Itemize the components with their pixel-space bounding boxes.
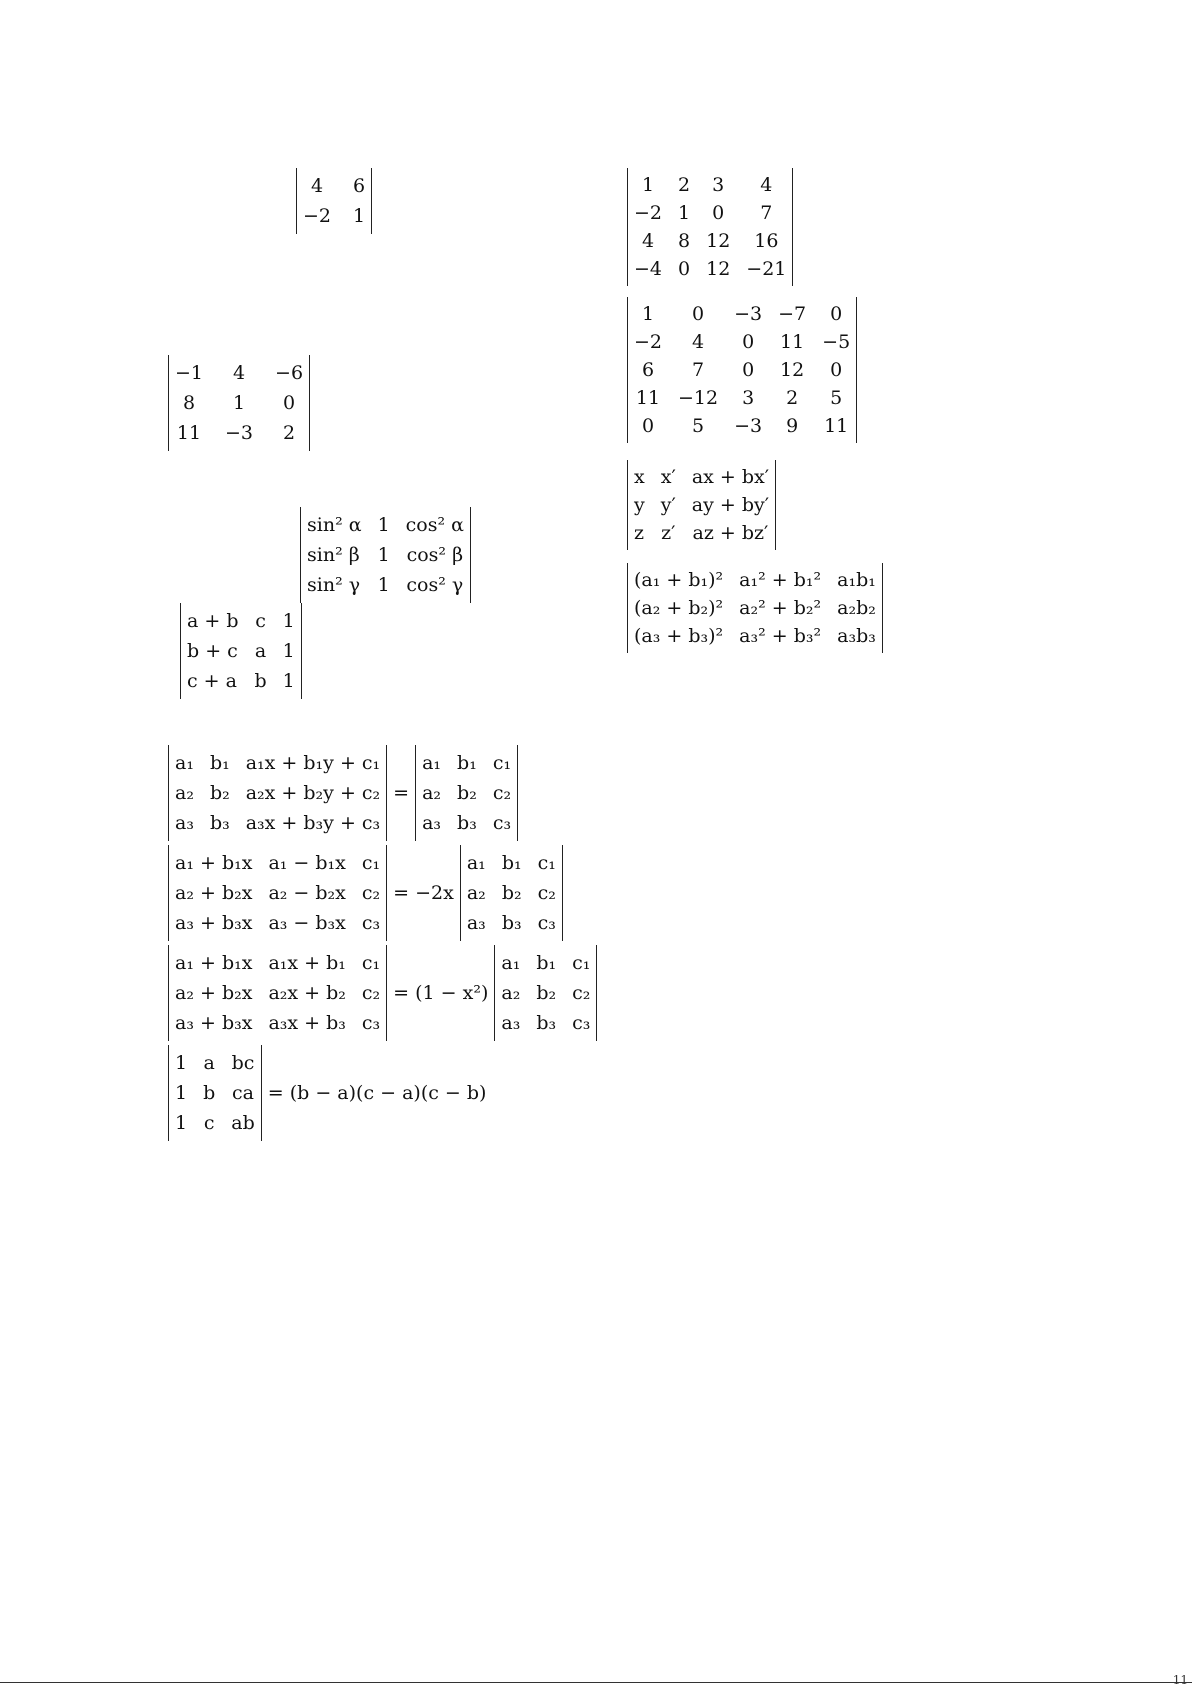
matrix-cell: bc [231,1052,255,1074]
matrix-cell: a + b [187,610,239,632]
equation-2 [168,845,563,941]
matrix-cell: c₂ [361,982,381,1004]
matrix-cell: b₁ [501,852,522,874]
matrix-cell: 0 [742,331,755,353]
matrix-cell: c₃ [361,1012,381,1034]
matrix-cell: 0 [692,303,705,325]
matrix-cell: c₁ [361,952,381,974]
matrix-cell: 1 [282,670,295,692]
matrix-cell: b₁ [457,752,477,774]
equation-1-lhs [168,745,387,841]
determinant-xyz [627,460,776,550]
matrix-cell: (a₁ + b₁)² [634,569,724,591]
equation-2-operator: = −2x [393,882,454,904]
matrix-cell: a₁ + b₁x [175,952,253,974]
matrix-cell: b₂ [457,782,477,804]
matrix-cell: 8 [182,392,196,414]
matrix-cell: a₂ + b₂x [175,982,253,1004]
determinant-4x4 [627,168,793,286]
matrix-cell: a₃x + b₃y + c₃ [245,812,381,834]
matrix-cell: 11 [824,415,849,437]
matrix-cell: 4 [641,230,655,252]
matrix-cell: −2 [634,202,663,224]
matrix-cell: z [634,522,645,544]
equation-3-operator: = (1 − x²) [393,982,489,1004]
matrix-cell: az + bz′ [692,522,769,544]
matrix-cell: a₂ [175,782,194,804]
matrix-cell: a₁ [501,952,521,974]
matrix-cell: a [254,640,267,662]
matrix-cell: cos² β [406,544,464,566]
matrix-cell: 11 [176,422,202,444]
matrix-cell: 6 [353,175,366,197]
matrix-cell: a₃b₃ [837,625,876,647]
determinant-squares [627,563,883,653]
matrix-cell: c₁ [537,852,556,874]
matrix-cell: −3 [734,415,763,437]
matrix-cell: 5 [692,415,705,437]
matrix-cell: a₃ − b₃x [268,912,346,934]
matrix-cell: 4 [232,362,246,384]
matrix-cell: −2 [634,331,663,353]
matrix-cell: c₂ [361,882,381,904]
matrix-cell: 0 [830,359,843,381]
matrix-cell: −12 [678,387,719,409]
matrix-cell: (a₂ + b₂)² [634,597,724,619]
matrix-cell: a₂b₂ [837,597,876,619]
matrix-cell: a₂x + b₂y + c₂ [245,782,381,804]
matrix-cell: 6 [641,359,655,381]
matrix-cell: c + a [187,670,237,692]
matrix-cell: 1 [377,514,390,536]
matrix-cell: 1 [641,174,655,196]
matrix-cell: c₁ [492,752,512,774]
matrix-cell: 5 [830,387,843,409]
matrix-cell: 3 [712,174,725,196]
matrix-cell: ay + by′ [691,494,770,516]
equation-2-lhs [168,845,387,941]
matrix-cell: b₁ [536,952,557,974]
matrix-cell: 16 [754,230,779,252]
matrix-cell: 4 [692,331,705,353]
matrix-cell: a₃x + b₃ [268,1012,346,1034]
matrix-cell: a₃ [466,912,486,934]
matrix-cell: 1 [353,205,366,227]
matrix-cell: c₁ [572,952,591,974]
matrix-cell: −21 [746,258,787,280]
matrix-cell: b₂ [501,882,522,904]
matrix-cell: a₂x + b₂ [268,982,346,1004]
determinant-abc [180,603,302,699]
matrix-cell: c₂ [492,782,512,804]
matrix-cell: c [203,1112,215,1134]
matrix-cell: c₃ [537,912,556,934]
matrix-cell: 1 [282,640,295,662]
matrix-cell: 12 [706,258,731,280]
matrix-cell: a₂ [466,882,486,904]
matrix-cell: 0 [742,359,755,381]
matrix-cell: 1 [175,1052,188,1074]
matrix-cell: 1 [232,392,246,414]
matrix-cell: cos² γ [406,574,464,596]
equation-3-rhs [494,945,597,1041]
matrix-cell: c₃ [361,912,381,934]
matrix-cell: a₂ [422,782,442,804]
matrix-cell: sin² γ [307,574,361,596]
matrix-cell: a₁ [422,752,442,774]
matrix-cell: ca [232,1082,254,1104]
matrix-cell: x′ [660,466,676,488]
matrix-cell: a₁ [175,752,194,774]
matrix-cell: c₂ [537,882,556,904]
matrix-cell: b₁ [209,752,230,774]
matrix-cell: −3 [225,422,254,444]
footer-rule [0,1682,1192,1683]
matrix-cell: a₂ [501,982,521,1004]
matrix-cell: a₃ [422,812,442,834]
matrix-cell: b [254,670,267,692]
matrix-cell: 1 [175,1082,188,1104]
matrix-cell: 2 [678,174,691,196]
matrix-cell: ab [231,1112,255,1134]
matrix-cell: 2 [282,422,296,444]
matrix-cell: 0 [282,392,296,414]
matrix-cell: a₃ [501,1012,521,1034]
matrix-cell: sin² α [307,514,362,536]
matrix-cell: 1 [377,574,390,596]
matrix-cell: ax + bx′ [691,466,770,488]
matrix-cell: a₁ [466,852,486,874]
determinant-trig [300,507,471,603]
matrix-cell: 11 [780,331,805,353]
matrix-cell: a₁ + b₁x [175,852,253,874]
matrix-cell: 1 [175,1112,188,1134]
matrix-cell: b₃ [501,912,522,934]
matrix-cell: 0 [678,258,691,280]
determinant-5x5 [627,297,857,443]
equation-3-lhs [168,945,387,1041]
matrix-cell: 4 [310,175,324,197]
matrix-cell: −2 [303,205,332,227]
matrix-cell: 1 [641,303,655,325]
matrix-cell: 8 [678,230,691,252]
matrix-cell: −6 [275,362,304,384]
matrix-cell: b + c [187,640,238,662]
equation-1 [168,745,518,841]
matrix-cell: −7 [778,303,807,325]
matrix-cell: a₂² + b₂² [739,597,822,619]
matrix-cell: −3 [734,303,763,325]
page-number: 11 [1172,1673,1188,1687]
matrix-cell: b₂ [209,782,230,804]
matrix-cell: a₃ [175,812,194,834]
matrix-cell: a₃ + b₃x [175,1012,253,1034]
matrix-cell: −4 [634,258,663,280]
determinant-3x3-numeric [168,355,310,451]
matrix-cell: y′ [660,494,676,516]
matrix-cell: a₁² + b₁² [739,569,822,591]
matrix-cell: −5 [822,331,851,353]
equation-4-lhs [168,1045,262,1141]
matrix-cell: c₂ [572,982,591,1004]
matrix-cell: c₃ [492,812,512,834]
matrix-cell: 11 [635,387,661,409]
matrix-cell: 7 [692,359,705,381]
matrix-cell: z′ [661,522,676,544]
matrix-cell: a₃² + b₃² [739,625,822,647]
matrix-cell: a₂ + b₂x [175,882,253,904]
matrix-cell: a [203,1052,215,1074]
matrix-cell: 1 [678,202,691,224]
matrix-cell: b₃ [457,812,477,834]
equation-3 [168,945,597,1041]
matrix-cell: 4 [760,174,773,196]
matrix-cell: b₃ [209,812,230,834]
matrix-cell: 7 [760,202,773,224]
equation-1-operator: = [393,782,410,804]
matrix-cell: c₃ [572,1012,591,1034]
matrix-cell: sin² β [307,544,360,566]
matrix-cell: 0 [641,415,655,437]
equation-4-operator: = (b − a)(c − a)(c − b) [267,1082,487,1104]
matrix-cell: a₃ + b₃x [175,912,253,934]
equation-4 [168,1045,492,1141]
matrix-cell: 3 [742,387,755,409]
matrix-cell: −1 [175,362,204,384]
matrix-cell: x [634,466,645,488]
determinant-2x2 [296,168,372,234]
matrix-cell: a₁ − b₁x [268,852,346,874]
matrix-cell: 1 [282,610,295,632]
matrix-cell: 1 [377,544,390,566]
matrix-cell: b [203,1082,216,1104]
matrix-cell: 9 [786,415,799,437]
matrix-cell: a₂ − b₂x [268,882,346,904]
matrix-cell: 0 [712,202,725,224]
matrix-cell: cos² α [405,514,464,536]
matrix-cell: c₁ [361,852,381,874]
equation-1-rhs [415,745,518,841]
matrix-cell: c [255,610,266,632]
matrix-cell: a₁b₁ [837,569,876,591]
matrix-cell: a₁x + b₁ [268,952,346,974]
matrix-cell: (a₃ + b₃)² [634,625,724,647]
matrix-cell: 2 [786,387,799,409]
matrix-cell: 12 [780,359,805,381]
matrix-cell: b₃ [536,1012,557,1034]
matrix-cell: a₁x + b₁y + c₁ [245,752,381,774]
matrix-cell: b₂ [536,982,557,1004]
matrix-cell: 0 [830,303,843,325]
matrix-cell: y [634,494,645,516]
equation-2-rhs [460,845,563,941]
matrix-cell: 12 [706,230,731,252]
